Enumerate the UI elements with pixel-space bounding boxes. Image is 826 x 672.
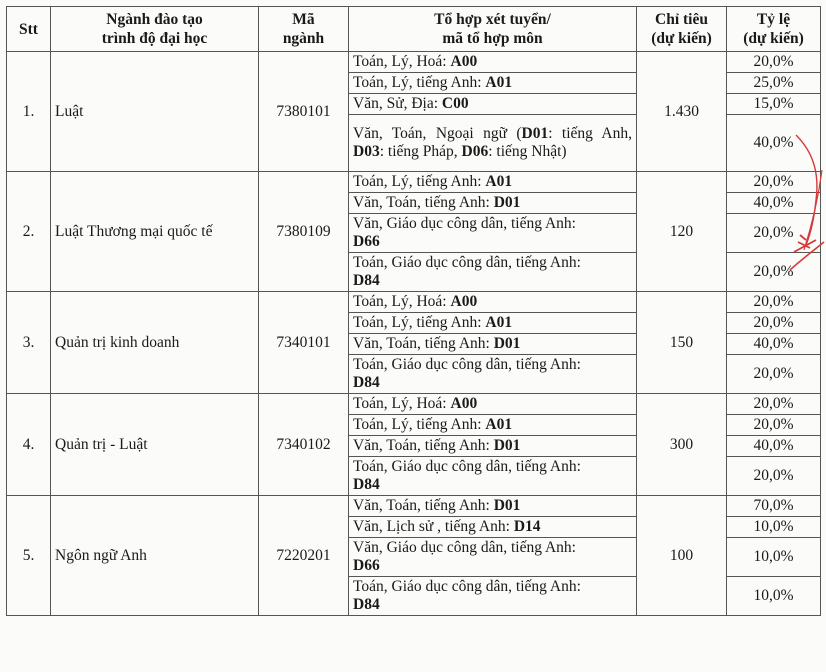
row-stt: 1. <box>7 52 51 172</box>
ratio-cell: 25,0% <box>727 73 821 94</box>
ratio-cell: 20,0% <box>727 394 821 415</box>
combo-cell: Toán, Lý, tiếng Anh: A01 <box>349 415 637 436</box>
program-quota: 1.430 <box>637 52 727 172</box>
combo-cell: Toán, Lý, tiếng Anh: A01 <box>349 172 637 193</box>
program-quota: 150 <box>637 292 727 394</box>
combo-cell: Toán, Lý, Hoá: A00 <box>349 292 637 313</box>
ratio-cell: 20,0% <box>727 415 821 436</box>
ratio-cell: 10,0% <box>727 517 821 538</box>
row-stt: 4. <box>7 394 51 496</box>
table-row <box>7 52 821 73</box>
admission-table <box>6 6 821 616</box>
header-ratio: Tỷ lệ (dự kiến) <box>727 7 821 52</box>
ratio-cell: 20,0% <box>727 172 821 193</box>
header-program: Ngành đào tạo trình độ đại học <box>51 7 259 52</box>
ratio-cell: 10,0% <box>727 538 821 577</box>
ratio-cell: 20,0% <box>727 355 821 394</box>
ratio-cell: 20,0% <box>727 457 821 496</box>
combo-cell: Toán, Giáo dục công dân, tiếng Anh: D84 <box>349 253 637 292</box>
combo-cell: Văn, Toán, tiếng Anh: D01 <box>349 436 637 457</box>
combo-cell: Văn, Giáo dục công dân, tiếng Anh: D66 <box>349 214 637 253</box>
header-code: Mã ngành <box>259 7 349 52</box>
program-code: 7380101 <box>259 52 349 172</box>
combo-cell: Văn, Toán, tiếng Anh: D01 <box>349 496 637 517</box>
program-code: 7340102 <box>259 394 349 496</box>
combo-cell: Toán, Giáo dục công dân, tiếng Anh: D84 <box>349 457 637 496</box>
program-name: Ngôn ngữ Anh <box>51 496 259 616</box>
ratio-cell: 15,0% <box>727 94 821 115</box>
table-row <box>7 292 821 313</box>
program-code: 7220201 <box>259 496 349 616</box>
combo-cell: Toán, Lý, tiếng Anh: A01 <box>349 313 637 334</box>
program-quota: 100 <box>637 496 727 616</box>
ratio-cell: 20,0% <box>727 313 821 334</box>
ratio-cell: 20,0% <box>727 214 821 253</box>
row-stt: 2. <box>7 172 51 292</box>
table-row <box>7 496 821 517</box>
header-stt: Stt <box>7 7 51 52</box>
ratio-cell: 10,0% <box>727 577 821 616</box>
ratio-cell: 40,0% <box>727 115 821 172</box>
program-name: Luật <box>51 52 259 172</box>
program-name: Quản trị kinh doanh <box>51 292 259 394</box>
table-row <box>7 172 821 193</box>
ratio-cell: 40,0% <box>727 193 821 214</box>
combo-cell: Văn, Lịch sử , tiếng Anh: D14 <box>349 517 637 538</box>
combo-cell: Văn, Toán, tiếng Anh: D01 <box>349 193 637 214</box>
combo-cell: Toán, Giáo dục công dân, tiếng Anh: D84 <box>349 577 637 616</box>
row-stt: 3. <box>7 292 51 394</box>
header-combo: Tổ hợp xét tuyển/ mã tổ hợp môn <box>349 7 637 52</box>
program-name: Quản trị - Luật <box>51 394 259 496</box>
header-row <box>7 7 821 52</box>
program-name: Luật Thương mại quốc tế <box>51 172 259 292</box>
row-stt: 5. <box>7 496 51 616</box>
table-row <box>7 394 821 415</box>
ratio-cell: 20,0% <box>727 292 821 313</box>
combo-cell: Toán, Lý, tiếng Anh: A01 <box>349 73 637 94</box>
combo-cell: Văn, Toán, tiếng Anh: D01 <box>349 334 637 355</box>
ratio-cell: 40,0% <box>727 334 821 355</box>
combo-cell: Văn, Giáo dục công dân, tiếng Anh: D66 <box>349 538 637 577</box>
ratio-cell: 70,0% <box>727 496 821 517</box>
program-code: 7340101 <box>259 292 349 394</box>
header-quota: Chỉ tiêu (dự kiến) <box>637 7 727 52</box>
combo-cell: Văn, Toán, Ngoại ngữ (D01: tiếng Anh, D03: tiếng Pháp, D06: tiếng Nhật) <box>349 115 637 172</box>
program-quota: 300 <box>637 394 727 496</box>
ratio-cell: 20,0% <box>727 253 821 292</box>
combo-cell: Toán, Lý, Hoá: A00 <box>349 394 637 415</box>
combo-cell: Toán, Lý, Hoá: A00 <box>349 52 637 73</box>
program-code: 7380109 <box>259 172 349 292</box>
ratio-cell: 40,0% <box>727 436 821 457</box>
combo-cell: Văn, Sử, Địa: C00 <box>349 94 637 115</box>
program-quota: 120 <box>637 172 727 292</box>
ratio-cell: 20,0% <box>727 52 821 73</box>
combo-cell: Toán, Giáo dục công dân, tiếng Anh: D84 <box>349 355 637 394</box>
